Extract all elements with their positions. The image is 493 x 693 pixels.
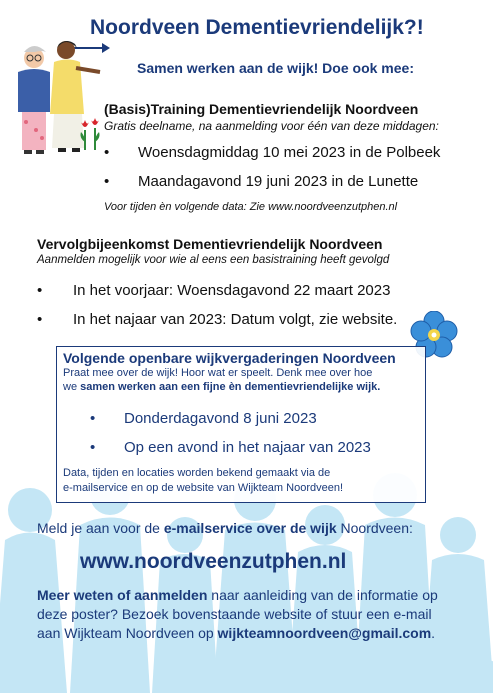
signup-suffix: Noordveen:	[336, 520, 413, 536]
training-intro: Gratis deelname, na aanmelding voor één van deze middagen:	[104, 119, 439, 133]
page-title: Noordveen Dementievriendelijk?!	[90, 16, 424, 39]
email-link[interactable]: wijkteamnoordveen@gmail.com	[217, 625, 432, 641]
bullet: •	[37, 282, 43, 299]
more-info-prefix: aan Wijkteam Noordveen op	[37, 625, 218, 641]
website-link[interactable]: www.noordveenzutphen.nl	[80, 550, 347, 573]
signup-bold: e-mailservice over de wijk	[163, 520, 337, 536]
more-info-line3	[37, 625, 435, 641]
meeting-item	[90, 439, 371, 456]
training-heading: (Basis)Training Dementievriendelijk Noordveen	[104, 101, 419, 117]
more-info-bold: Meer weten of aanmelden	[37, 587, 208, 603]
bullet: •	[104, 173, 110, 190]
meetings-line1: Praat mee over de wijk! Hoor wat er speelt. Denk mee over hoe	[63, 367, 373, 379]
training-item-text: Woensdagmiddag 10 mei 2023 in de Polbeek	[138, 144, 441, 161]
followup-item-text: In het najaar van 2023: Datum volgt, zie website.	[73, 311, 398, 328]
followup-intro: Aanmelden mogelijk voor wie al eens een basistraining heeft gevolgd	[37, 254, 390, 266]
meetings-footer1: Data, tijden en locaties worden bekend gemaakt via de	[63, 467, 331, 479]
tulips-illustration	[79, 118, 103, 150]
training-item	[104, 144, 440, 161]
meetings-line2-prefix: we	[63, 381, 81, 393]
followup-item	[37, 311, 397, 328]
bullet: •	[90, 410, 96, 427]
meetings-heading: Volgende openbare wijkvergaderingen Noordveen	[63, 350, 396, 366]
signup-prefix: Meld je aan voor de	[37, 520, 164, 536]
more-info-rest: naar aanleiding van de informatie op	[207, 587, 438, 603]
followup-heading: Vervolgbijeenkomst Dementievriendelijk Noordveen	[37, 236, 383, 252]
meetings-line2-bold: samen werken aan een fijne èn dementievriendelijke wijk.	[80, 381, 381, 393]
bullet: •	[90, 439, 96, 456]
more-info-suffix: .	[431, 625, 436, 641]
training-item-text: Maandagavond 19 juni 2023 in de Lunette	[138, 173, 419, 190]
bullet: •	[37, 311, 43, 328]
more-info-line2: deze poster? Bezoek bovenstaande website of stuur een e-mail	[37, 606, 432, 622]
page-subtitle: Samen werken aan de wijk! Doe ook mee:	[137, 60, 414, 76]
meeting-item-text: Donderdagavond 8 juni 2023	[124, 410, 317, 427]
followup-item-text: In het voorjaar: Woensdagavond 22 maart 2023	[73, 282, 391, 299]
training-note: Voor tijden èn volgende data: Zie www.noordveenzutphen.nl	[104, 201, 398, 213]
meetings-line2	[63, 381, 380, 393]
followup-item	[37, 282, 390, 299]
training-item	[104, 173, 418, 190]
meeting-item-text: Op een avond in het najaar van 2023	[124, 439, 371, 456]
meetings-footer2: e-mailservice en op de website van Wijkteam Noordveen!	[63, 482, 344, 494]
signup-line	[37, 520, 413, 536]
bullet: •	[104, 144, 110, 161]
more-info-line1	[37, 587, 438, 603]
meeting-item	[90, 410, 317, 427]
